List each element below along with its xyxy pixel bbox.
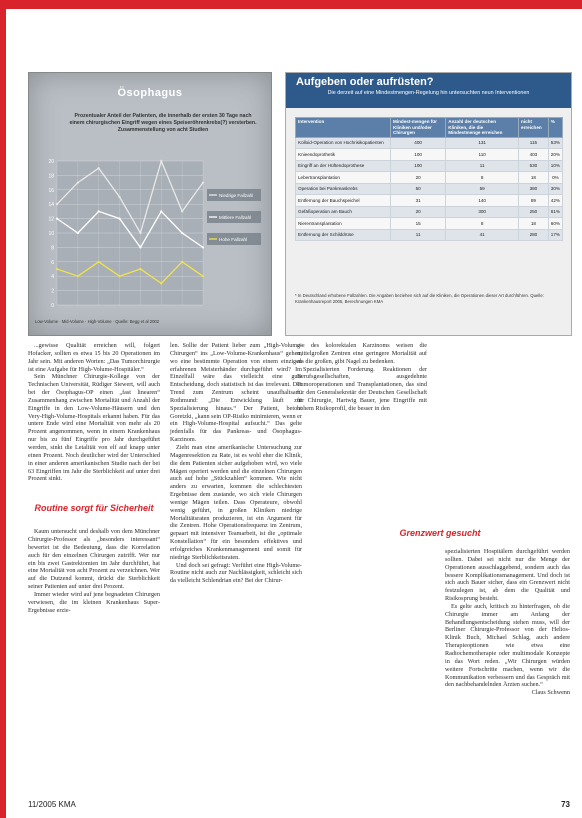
table-cell: Entfernung der Schilddrüse	[296, 229, 391, 241]
interventions-table	[295, 117, 563, 241]
table-cell: 59	[446, 183, 519, 195]
table-row	[296, 160, 563, 172]
table-cell: 11	[391, 229, 446, 241]
chart-source: Low-Volume · Mid-Volume · High-Volume · Quelle: Begg et al 2002	[35, 319, 160, 324]
paragraph: Kaum untersucht und deshalb von dem Münchner Chirurgie-Professor als „besonders interessant“ bewertet ist die Bedeutung, dass die Korrelation auch für den einzelnen Chirurgen zutrifft. Wer nur ein bis zwei Gastrektomien im Jahr durchführt, hat eine Mortalität von acht Prozent zu verzeichnen. Wer auf die Dutzend kommt, drückt die Sterblichkeit seiner Patienten auf unter drei Prozent.	[28, 528, 160, 591]
table-row	[296, 172, 563, 184]
paragraph: Und doch sei gefragt: Verführt eine High-Volume-Routine nicht auch zur Nachlässigkeit, schleicht sich da vielleicht Schlendrian ein? Bei der Chirur-	[170, 561, 302, 585]
table-header-cell: Intervention	[296, 118, 391, 138]
chart-title: Ösophagus	[117, 87, 183, 99]
table-row	[296, 195, 563, 207]
data-point	[181, 210, 183, 212]
data-point	[202, 275, 204, 277]
table-footnote: * In Deutschland erhobene Fallzahlen. Die Angaben beziehen sich auf die Kliniken, die Operationen dieser Art durchführen. Quelle: Krankenhausreport 2005, Berechnungen KMA	[295, 293, 544, 304]
y-tick-label: 0	[51, 303, 54, 309]
table-cell: Gefäßoperation am Bauch	[296, 206, 391, 218]
table-cell: 30%	[548, 183, 562, 195]
table-cell: 18	[519, 172, 549, 184]
table-header-cell: Mindest-mengen für Kliniken und/oder Chirurgen	[391, 118, 446, 138]
data-point	[139, 246, 141, 248]
table-cell: 10%	[548, 160, 562, 172]
y-tick-label: 4	[51, 274, 54, 281]
table-subtitle: Die derzeit auf eine Mindestmengen-Regelung hin untersuchten neun Interventionen	[327, 90, 530, 96]
data-point	[181, 232, 183, 234]
page-number: 73	[561, 800, 570, 809]
table-panel	[285, 72, 572, 336]
table-row	[296, 183, 563, 195]
y-tick-label: 18	[48, 173, 54, 180]
table-header-row	[296, 118, 563, 138]
data-point	[118, 196, 120, 198]
y-tick-label: 12	[48, 216, 54, 223]
data-point	[77, 232, 79, 234]
table-cell: 403	[519, 149, 549, 161]
data-point	[181, 261, 183, 263]
table-cell: 60%	[548, 218, 562, 230]
paragraph: Es gelte auch, kritisch zu hinterfragen, ob die Chirurgie immer am Anfang der Behandlungsentscheidung stehen muss, will der Berliner Chirurgie-Professor von der Helios-Klinik Buch, Michael Schlag, auch andere Therapieoptionen wie etwa eine Radiochemotherapie oder multimodale Konzepte in das Wort reden. „Wir Chirurgen würden weitere Fortschritte machen, wenn wir die Kommunikation verbessern und das Gespräch mit den nachbehandelnden Ärzten suchen.“	[445, 602, 570, 689]
table-cell: 131	[446, 137, 519, 149]
legend-label: Mittlere Fallzahl	[219, 214, 252, 220]
data-point	[56, 268, 58, 270]
data-point	[139, 232, 141, 234]
article-column-2	[170, 342, 302, 585]
table-row	[296, 137, 563, 149]
table-cell: 115	[519, 137, 549, 149]
table-cell: 380	[519, 183, 549, 195]
table-cell: Knieendoprothetik	[296, 149, 391, 161]
left-red-bar	[0, 9, 6, 818]
article-column-1	[28, 342, 160, 614]
article-column-4-text	[445, 548, 570, 697]
paragraph: ...gewisse Qualität erreichen will, folgert Hofacker, sollten es etwa 15 bis 20 Operationen im Jahr sein. Mit anderen Worten: „Das Tumorchirurgie ist eine Aufgabe für High-Volume-Hospitäler.“	[28, 342, 160, 373]
table-cell: 89	[519, 195, 549, 207]
data-point	[98, 167, 100, 169]
table-cell: 250	[519, 206, 549, 218]
table-cell: 31	[391, 195, 446, 207]
legend-label: Hohe Fallzahl	[219, 236, 248, 242]
data-point	[98, 261, 100, 263]
article-column-3	[297, 342, 427, 413]
author-signature: Claus Schwenn	[531, 689, 570, 697]
data-point	[118, 218, 120, 220]
table-cell: 20%	[548, 149, 562, 161]
data-point	[139, 268, 141, 270]
table-cell: 11	[446, 160, 519, 172]
table-cell: Lebertransplantation	[296, 172, 391, 184]
table-cell: 50	[391, 183, 446, 195]
data-point	[56, 218, 58, 220]
y-tick-label: 14	[48, 202, 54, 209]
top-red-bar	[0, 0, 582, 9]
data-point	[77, 182, 79, 184]
table-cell: 400	[391, 137, 446, 149]
paragraph: Sein Münchner Chirurgie-Kollege von der Technischen Universität, Rüdiger Siewert, will auch bei der Ösophagus-OP einen „fast linearen“ Zusammenhang zwischen Mortalität und Anzahl der Eingriffe in den Low-Volume-Häusern und den Very-High-Volume-Hospitals erkannt haben. Für das untere Ende wird eine Mortalität von mehr als 20 Prozent angenommen, wenn in einem Krankenhaus nur bis zu fünf Eingriffe pro Jahr durchgeführt werden, sinkt die Letalität von elf auf knapp unter einen Prozent. Noch deutlicher wird der Unterschied in einer anderen amerikanischen Studie nach der bei 63 Eingriffen im Jahr die Sterblichkeit auf unter drei Prozent sinkt.	[28, 373, 160, 483]
table-cell: 8	[446, 218, 519, 230]
table-cell: 18	[519, 218, 549, 230]
table-cell: Eingriff an der Hüftendoprothese	[296, 160, 391, 172]
table-cell: 15	[391, 218, 446, 230]
data-point	[160, 210, 162, 212]
paragraph: gie des kolorektalen Karzinoms weisen die mittelgroßen Zentren eine geringere Mortalität auf als die großen, gibt Nagel zu bedenken.	[297, 342, 427, 365]
y-tick-label: 8	[51, 245, 54, 252]
table-cell: Nierentransplantation	[296, 218, 391, 230]
data-point	[77, 275, 79, 277]
table-cell: 280	[519, 229, 549, 241]
data-point	[118, 275, 120, 277]
table-cell: 20	[391, 206, 446, 218]
data-point	[98, 210, 100, 212]
table-cell: Kolloid-Operation von Hochrisikopatienten	[296, 137, 391, 149]
paragraph: Zieht man eine amerikanische Untersuchung zur Magenresektion zu Rate, ist es wohl eher die Klinik, die dem Patienten sicher aufgehoben wird, wo viele Mägen operiert werden und die einzelnen Chirurgen auch auf hohe „Stückzahlen“ kommen. Wie nicht anders zu erwarten, kommen die schlechtesten Ergebnisse dem zustande, wo sich viele Chirurgen wenige Mägen teilen. Dass Operateure, obwohl wenig geführt, in großen Kliniken niedrige Mortalitätsraten produzieren, ist ein Argument für die Zentren. Hohe Operationsfrequenz im Zentrum, gepaart mit intensiver Teamarbeit, ist die „optimale Konstellation“ für ein besonders effektives und erfolgreiches Krankenmanagement und somit für niedrige Sterblichkeitsraten.	[170, 443, 302, 561]
table-cell: 17%	[548, 229, 562, 241]
paragraph: len. Sollte der Patient lieber zum „High-Volume-Chirurgen“ ins „Low-Volume-Krankenhaus“ gehen, wo eine bestimmte Operation von einem einzigen erfahrenen Meisterhänder durchgeführt wird? Im Einzelfall wäre das vielleicht eine gute Entscheidung, doch statistisch ist das irrelevant. Der Trend zum Zentrum scheint unaufhaltsam. Rothmund: „Die Entwicklung läuft zur Spezialisierung hinaus.“ Der Patient, betont Goretzki, „kann sein OP-Risiko minimieren, wenn er ein High-Volume-Hospital aufsucht.“ Das gelte jedenfalls für das Pankreas- und Ösophagus-Karzinom.	[170, 342, 302, 444]
data-point	[56, 203, 58, 205]
subheading: Grenzwert gesucht	[399, 528, 481, 538]
y-tick-label: 10	[48, 231, 54, 237]
line-chart	[35, 155, 265, 317]
issue-label: 11/2005 KMA	[28, 800, 76, 809]
chart-panel	[28, 72, 272, 336]
paragraph: Spezialisierten Forderung. Reaktionen der Berufsgesellschaften, ausgedehnte Tumoroperationen und Transplantationen, das sind für den Generalsekretär der Deutschen Gesellschaft für Chirurgie, Hartwig Bauer, jene Eingriffe mit hohem Risikoprofil, die besser in den	[297, 365, 427, 412]
table-cell: 20	[391, 172, 446, 184]
table-title: Aufgeben oder aufrüsten?	[296, 76, 434, 88]
table-cell: 140	[446, 195, 519, 207]
table-header-cell: Anzahl der deutschen Kliniken, die die Mindestmenge erreichen	[446, 118, 519, 138]
y-tick-label: 20	[48, 159, 54, 165]
data-point	[202, 182, 204, 184]
table-cell: 530	[519, 160, 549, 172]
paragraph: spezialisierten Hospitälern durchgeführt werden sollten. Dabei sei nicht nur die Menge der Operationen ausschlaggebend, sondern auch das bessere Komplikationsmanagement. Und doch ist sich auch Bauer sicher, dass ein Grenzwert nicht festzulegen ist, ab dem die Qualität und Risikosprung besteht.	[445, 548, 570, 603]
table-cell: 110	[446, 149, 519, 161]
table-cell: 8	[446, 172, 519, 184]
table-cell: Entfernung der Bauchspeichel	[296, 195, 391, 207]
table-cell: 0%	[548, 172, 562, 184]
table-cell: Operation bei Pankreaskrebs	[296, 183, 391, 195]
paragraph: Immer wieder wird auf jene begnadeten Chirurgen verwiesen, die im kleinen Krankenhaus Super-Ergebnisse erzie-	[28, 590, 160, 614]
subheading: Routine sorgt für Sicherheit	[34, 503, 154, 514]
table-cell: 41	[446, 229, 519, 241]
page-footer	[28, 800, 570, 812]
legend-label: Niedrige Fallzahl	[219, 192, 254, 198]
table-cell: 100	[391, 160, 446, 172]
table-cell: 300	[446, 206, 519, 218]
table-header-cell: nicht erreichen	[519, 118, 549, 138]
data-point	[160, 160, 162, 162]
table-cell: 53%	[548, 137, 562, 149]
y-tick-label: 16	[48, 187, 54, 194]
table-cell: 100	[391, 149, 446, 161]
table-header	[286, 73, 571, 108]
table-cell: 61%	[548, 206, 562, 218]
table-cell: 42%	[548, 195, 562, 207]
data-point	[202, 246, 204, 248]
data-point	[160, 282, 162, 284]
chart-subtitle: Prozentualer Anteil der Patienten, die innerhalb der ersten 30 Tage nach einem chirurgischen Eingriff wegen eines Speiseröhrenkrebs(?) versterben. Zusammenstellung von acht Studien	[69, 113, 257, 133]
article-column-4	[438, 342, 570, 390]
table-row	[296, 229, 563, 241]
y-tick-label: 6	[51, 259, 54, 266]
table-row	[296, 206, 563, 218]
table-row	[296, 149, 563, 161]
table-row	[296, 218, 563, 230]
y-tick-label: 2	[51, 288, 54, 295]
table-header-cell: %	[548, 118, 562, 138]
